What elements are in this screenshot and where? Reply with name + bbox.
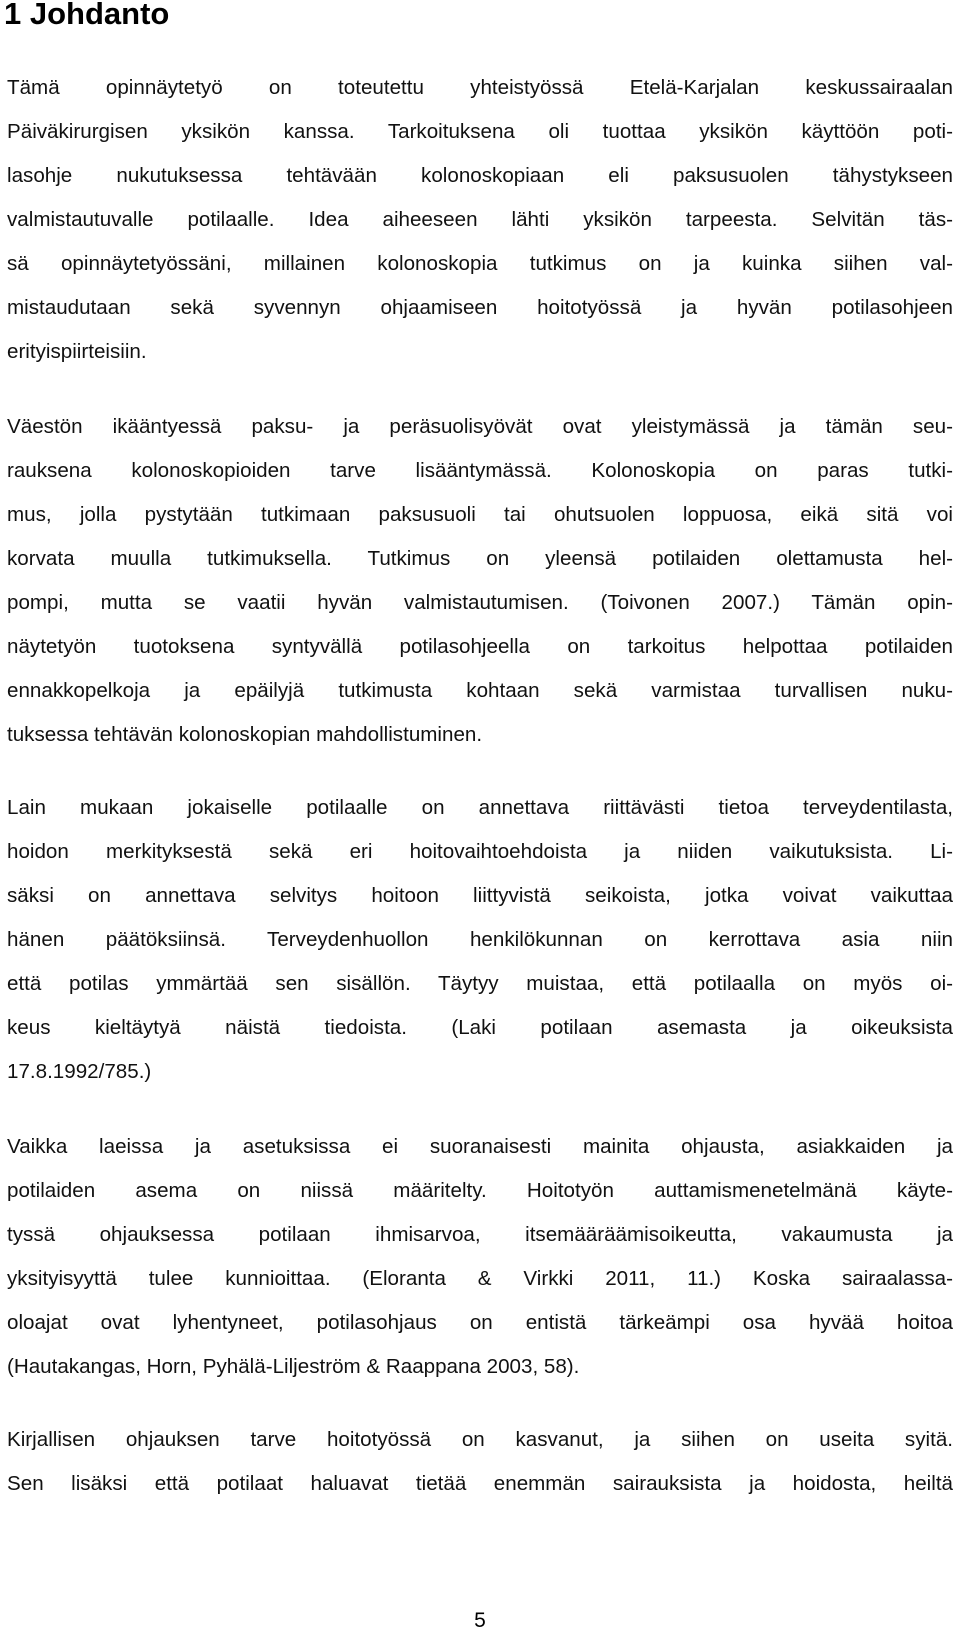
text-line: lasohje nukutuksessa tehtävään kolonoskopiaan eli paksusuolen tähystykseen (7, 164, 953, 187)
text-line: säksi on annettava selvitys hoitoon liittyvistä seikoista, jotka voivat vaikuttaa (7, 884, 953, 907)
text-line: näytetyön tuotoksena syntyvällä potilasohjeella on tarkoitus helpottaa potilaiden (7, 635, 953, 658)
text-line: hänen päätöksiinsä. Terveydenhuollon henkilökunnan on kerrottava asia niin (7, 928, 953, 951)
text-line: että potilas ymmärtää sen sisällön. Täytyy muistaa, että potilaalla on myös oi- (7, 972, 953, 995)
paragraph-law (7, 786, 953, 1094)
text-line: Tämä opinnäytetyö on toteutettu yhteistyössä Etelä-Karjalan keskussairaalan (7, 76, 953, 99)
text-line: korvata muulla tutkimuksella. Tutkimus on yleensä potilaiden olettamusta hel- (7, 547, 953, 570)
text-line: tuksessa tehtävän kolonoskopian mahdollistuminen. (7, 723, 483, 746)
text-line: tyssä ohjauksessa potilaan ihmisarvoa, itsemääräämisoikeutta, vakaumusta ja (7, 1223, 953, 1246)
text-line: Vaikka laeissa ja asetuksissa ei suoranaisesti mainita ohjausta, asiakkaiden ja (7, 1135, 953, 1158)
text-line: Lain mukaan jokaiselle potilaalle on annettava riittävästi tietoa terveydentilasta, (7, 796, 953, 819)
paragraph-colonoscopy (7, 405, 953, 757)
section-heading: 1 Johdanto (4, 0, 170, 31)
text-line: oloajat ovat lyhentyneet, potilasohjaus on entistä tärkeämpi osa hyvää hoitoa (7, 1311, 953, 1334)
text-line: Päiväkirurgisen yksikön kanssa. Tarkoituksena oli tuottaa yksikön käyttöön poti- (7, 120, 953, 143)
text-line: potilaiden asema on niissä määritelty. Hoitotyön auttamismenetelmänä käyte- (7, 1179, 953, 1202)
text-line: rauksena kolonoskopioiden tarve lisääntymässä. Kolonoskopia on paras tutki- (7, 459, 953, 482)
paragraph-intro (7, 66, 953, 374)
paragraph-written-guidance (7, 1418, 953, 1506)
text-line: erityispiirteisiin. (7, 340, 147, 363)
text-line: (Hautakangas, Horn, Pyhälä-Liljeström & Raappana 2003, 58). (7, 1355, 580, 1378)
text-line: Väestön ikääntyessä paksu- ja peräsuolisyövät ovat yleistymässä ja tämän seu- (7, 415, 953, 438)
text-line: sä opinnäytetyössäni, millainen kolonoskopia tutkimus on ja kuinka siihen val- (7, 252, 953, 275)
text-line: pompi, mutta se vaatii hyvän valmistautumisen. (Toivonen 2007.) Tämän opin- (7, 591, 953, 614)
text-line: mistaudutaan sekä syvennyn ohjaamiseen hoitotyössä ja hyvän potilasohjeen (7, 296, 953, 319)
text-line: 17.8.1992/785.) (7, 1060, 152, 1083)
text-line: Sen lisäksi että potilaat haluavat tietää enemmän sairauksista ja hoidosta, heiltä (7, 1472, 953, 1495)
page-number: 5 (474, 1609, 486, 1632)
text-line: keus kieltäytyä näistä tiedoista. (Laki potilaan asemasta ja oikeuksista (7, 1016, 953, 1039)
text-line: valmistautuvalle potilaalle. Idea aiheeseen lähti yksikön tarpeesta. Selvitän täs- (7, 208, 953, 231)
text-line: mus, jolla pystytään tutkimaan paksusuoli tai ohutsuolen loppuosa, eikä sitä voi (7, 503, 953, 526)
text-line: yksityisyyttä tulee kunnioittaa. (Eloranta & Virkki 2011, 11.) Koska sairaalassa- (7, 1267, 953, 1290)
text-line: Kirjallisen ohjauksen tarve hoitotyössä on kasvanut, ja siihen on useita syitä. (7, 1428, 953, 1451)
text-line: ennakkopelkoja ja epäilyjä tutkimusta kohtaan sekä varmistaa turvallisen nuku- (7, 679, 953, 702)
text-line: hoidon merkityksestä sekä eri hoitovaihtoehdoista ja niiden vaikutuksista. Li- (7, 840, 953, 863)
paragraph-guidance (7, 1125, 953, 1389)
